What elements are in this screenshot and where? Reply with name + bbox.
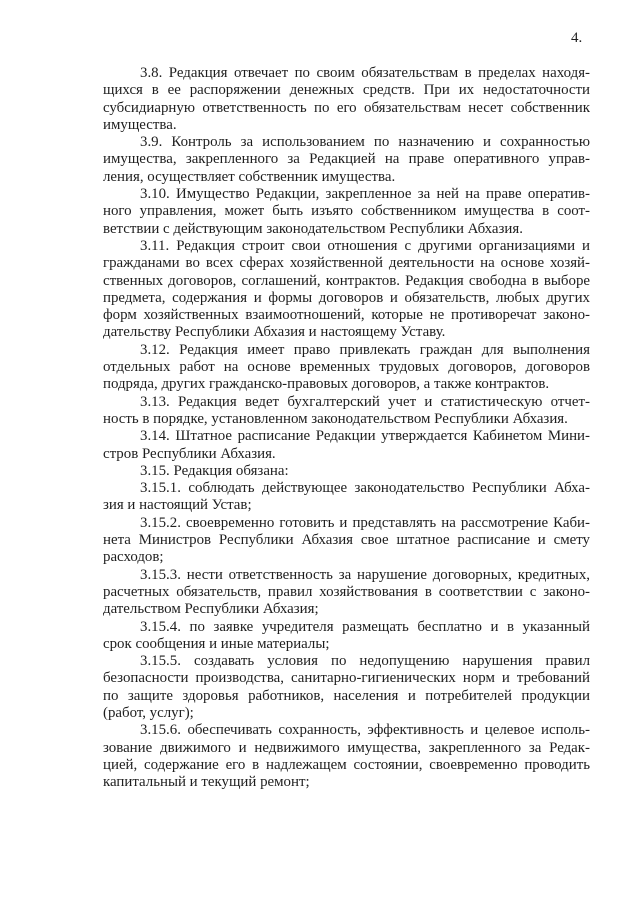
paragraph [103,567,590,619]
text-line: зование движимого и недвижимого имущества, закрепленного за Редак- [103,739,590,756]
text-line: ственных договоров, соглашений, контрактов. Редакция свободна в выборе [103,272,590,289]
text-line: нета Министров Республики Абхазия свое штатное расписание и смету [103,532,590,549]
text-line: стров Республики Абхазия. [103,445,276,462]
text-line: щихся в ее распоряжении денежных средств. При их недостаточности [103,82,590,99]
text-line: срок сообщения и иные материалы; [103,635,330,652]
text-line: ления, осуществляет собственник имущества. [103,168,396,185]
text-line: предмета, содержания и формы договоров и обязательств, любых других [103,289,590,306]
text-line: расходов; [103,549,164,566]
text-line: имущества. [103,116,177,133]
text-line: 3.14. Штатное расписание Редакции утверждается Кабинетом Мини- [140,428,590,445]
paragraph [103,428,590,463]
text-line: 3.11. Редакция строит свои отношения с другими организациями и [140,237,590,254]
text-line: 3.15.3. нести ответственность за нарушение договорных, кредитных, [140,566,590,583]
text-line: форм хозяйственных взаимоотношений, которые не противоречат законо- [103,307,590,324]
text-line: 3.13. Редакция ведет бухгалтерский учет и статистическую отчет- [140,393,590,410]
text-line: цией, содержание его в надлежащем состоянии, своевременно проводить [103,756,590,773]
paragraph [103,65,590,134]
text-line: по защите здоровья работников, населения и потребителей продукции [103,687,590,704]
text-line: 3.15.6. обеспечивать сохранность, эффективность и целевое исполь- [140,722,590,739]
text-line: 3.15.5. создавать условия по недопущению нарушения правил [140,653,590,670]
text-line: 3.15. Редакция обязана: [140,462,289,479]
text-line: расчетных обязательств, правил хозяйствования в соответствии с законо- [103,583,590,600]
text-line: 3.15.2. своевременно готовить и представлять на рассмотрение Каби- [140,514,590,531]
paragraph [103,342,590,394]
text-line: ветствии с действующим законодательством Республики Абхазия. [103,220,523,237]
text-line: подряда, других гражданско-правовых договоров, а также контрактов. [103,376,550,393]
text-line: ного управления, может быть изъято собственником имущества в соот- [103,203,590,220]
page-number: 4. [571,30,583,46]
paragraph [103,653,590,722]
document-body [103,65,590,791]
paragraph [103,394,590,429]
paragraph [103,463,590,480]
paragraph [103,480,590,515]
text-line: 3.9. Контроль за использованием по назначению и сохранностью [140,134,590,151]
text-line: 3.15.4. по заявке учредителя размещать бесплатно и в указанный [140,618,590,635]
paragraph [103,134,590,186]
paragraph [103,186,590,238]
text-line: 3.15.1. соблюдать действующее законодательство Республики Абха- [140,480,590,497]
text-line: субсидиарную ответственность по его обязательствам несет собственник [103,99,590,116]
paragraph [103,722,590,791]
paragraph [103,515,590,567]
text-line: дательству Республики Абхазия и настоящему Уставу. [103,324,446,341]
text-line: (работ, услуг); [103,704,194,721]
text-line: гражданами во всех сферах хозяйственной деятельности на основе хозяй- [103,255,590,272]
text-line: имущества, закрепленного за Редакцией на праве оперативного управ- [103,151,590,168]
text-line: зия и настоящий Устав; [103,497,252,514]
text-line: ность в порядке, установленном законодательством Республики Абхазия. [103,410,568,427]
text-line: 3.10. Имущество Редакции, закрепленное за ней на праве оператив- [140,186,590,203]
paragraph [103,619,590,654]
text-line: безопасности производства, санитарно-гигиенических норм и требований [103,670,590,687]
text-line: 3.8. Редакция отвечает по своим обязательствам в пределах находя- [140,65,590,81]
paragraph [103,238,590,342]
text-line: капитальный и текущий ремонт; [103,774,310,791]
text-line: дательством Республики Абхазия; [103,601,319,618]
text-line: 3.12. Редакция имеет право привлекать граждан для выполнения [140,341,590,358]
text-line: отдельных работ на основе временных трудовых договоров, договоров [103,359,590,376]
